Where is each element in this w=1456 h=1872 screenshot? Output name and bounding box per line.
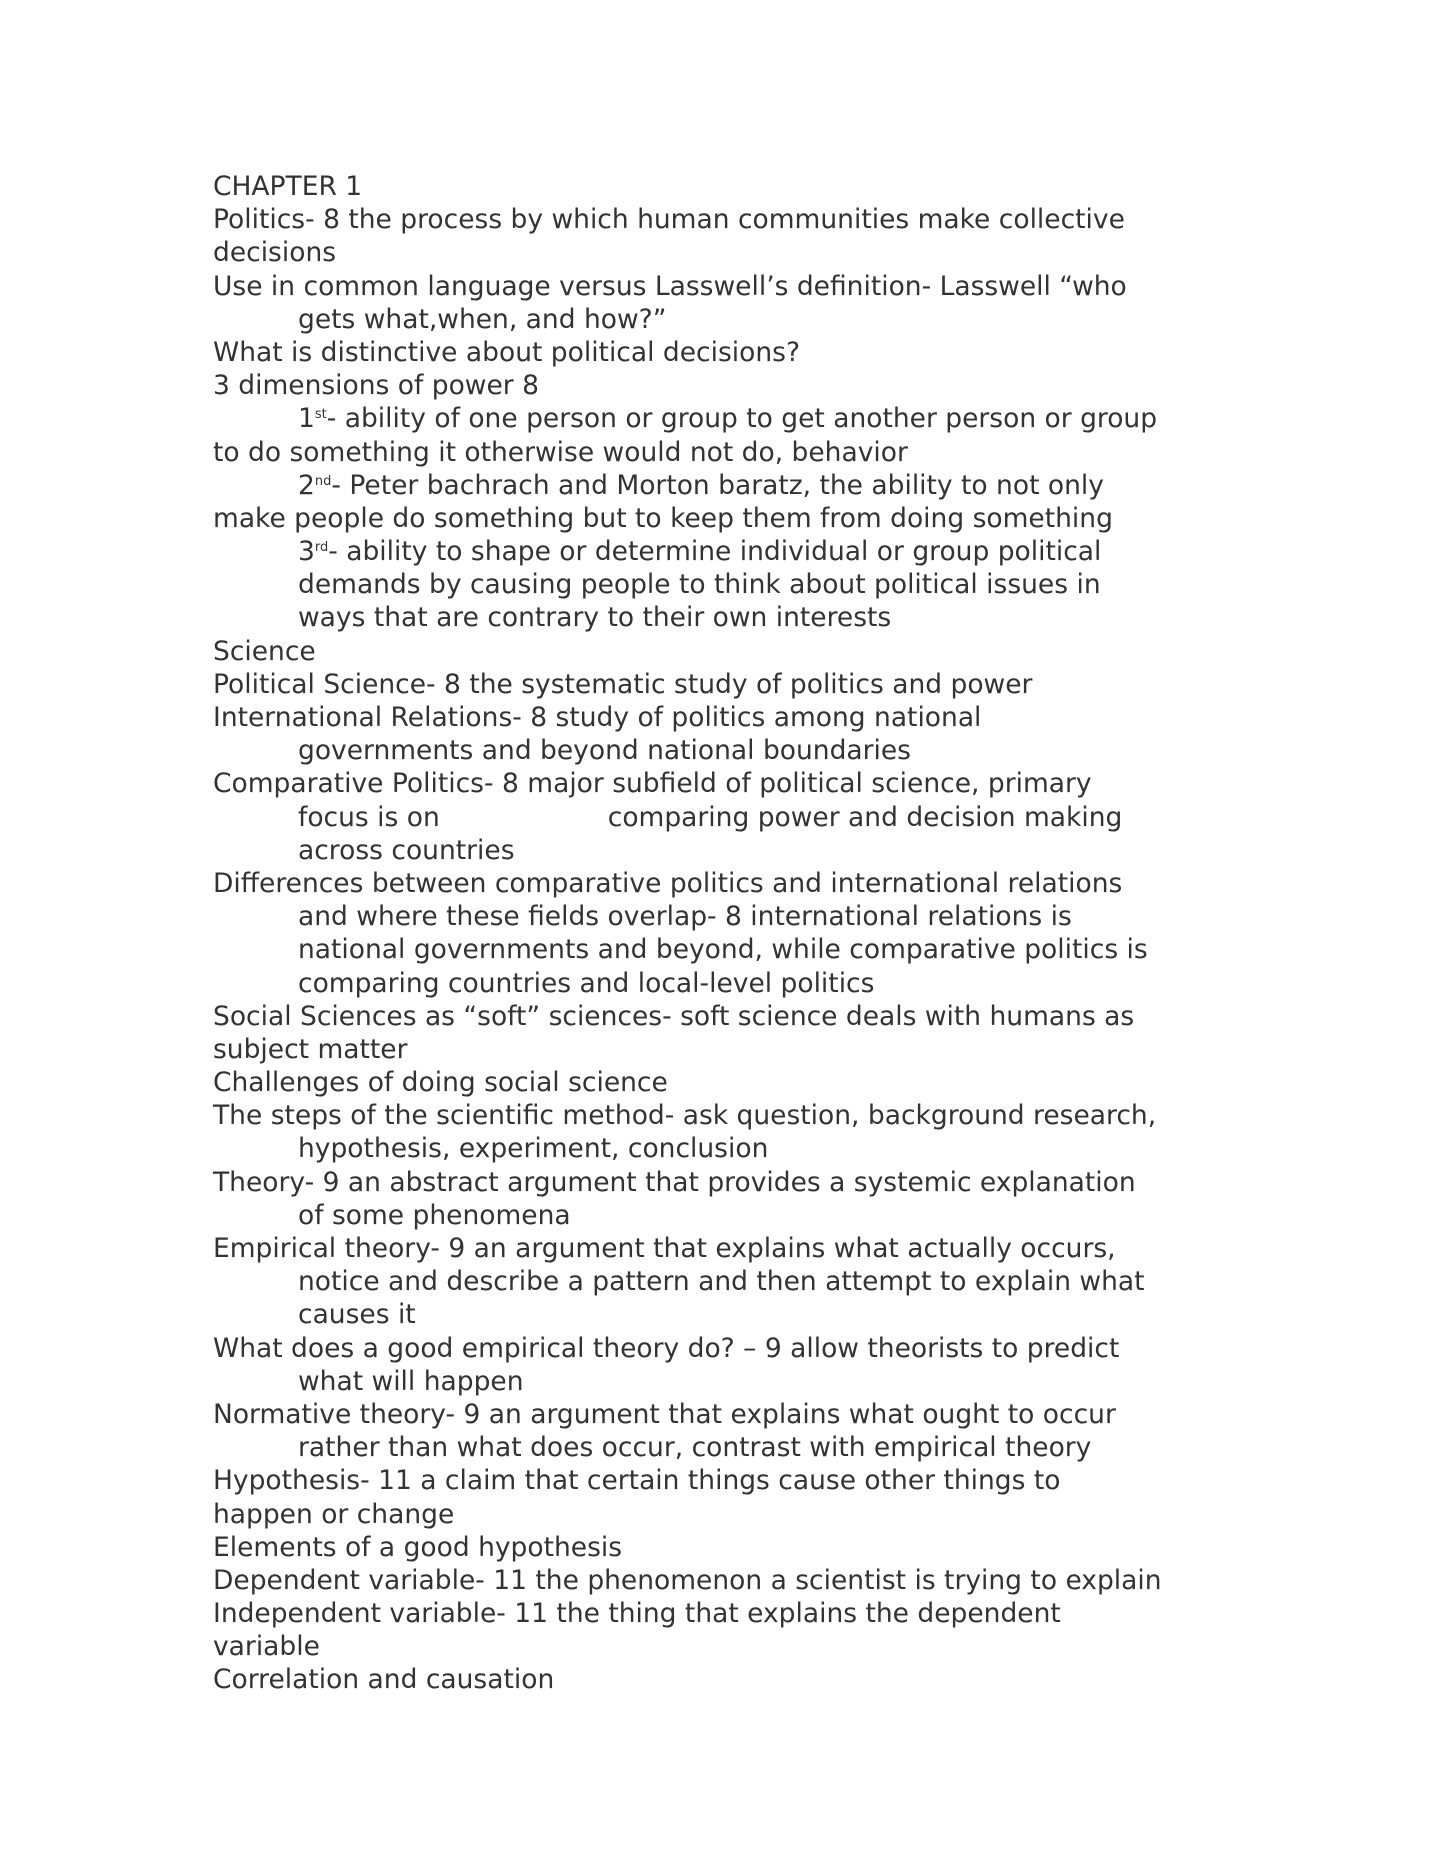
text-line: demands by causing people to think about political issues in: [298, 569, 1101, 601]
text-line: 3 dimensions of power 8: [213, 370, 539, 402]
text-line: Social Sciences as “soft” sciences- soft science deals with humans as: [213, 1000, 1135, 1032]
text-line: Political Science- 8 the systematic study of politics and power: [213, 668, 1033, 700]
text-line: Use in common language versus Lasswell’s definition- Lasswell “who: [213, 270, 1127, 302]
text-line: variable: [213, 1631, 320, 1663]
text-span: - ability of one person or group to get another person or group: [326, 403, 1158, 435]
ordinal-suffix: nd: [314, 473, 332, 489]
text-line: gets what,when, and how?”: [298, 303, 667, 335]
text-line: what will happen: [298, 1365, 524, 1397]
ordinal-suffix: st: [314, 407, 327, 423]
text-line: Challenges of doing social science: [213, 1067, 668, 1099]
text-line: Hypothesis- 11 a claim that certain things cause other things to: [213, 1465, 1061, 1497]
text-line: Dependent variable- 11 the phenomenon a scientist is trying to explain: [213, 1564, 1162, 1596]
text-line: across countries: [298, 834, 515, 866]
text-span: focus is on: [298, 801, 440, 833]
text-line: and where these fields overlap- 8 international relations is: [298, 901, 1072, 933]
chapter-heading: CHAPTER 1: [213, 171, 363, 202]
text-line: Normative theory- 9 an argument that explains what ought to occur: [213, 1398, 1116, 1430]
text-line: Empirical theory- 9 an argument that explains what actually occurs,: [213, 1233, 1116, 1264]
text-line: comparing countries and local-level politics: [298, 967, 875, 999]
text-line: ways that are contrary to their own interests: [298, 602, 892, 634]
text-line: notice and describe a pattern and then attempt to explain what: [298, 1266, 1145, 1298]
text-line: to do something it otherwise would not do, behavior: [213, 436, 908, 468]
text-line: causes it: [298, 1299, 416, 1331]
power-dimension-3: [213, 535, 1253, 568]
text-line: Theory- 9 an abstract argument that provides a systemic explanation: [213, 1166, 1136, 1198]
text-line: Politics- 8 the process by which human communities make collective: [213, 204, 1125, 236]
ordinal-number: 3: [298, 536, 315, 568]
ordinal-number: 2: [298, 469, 315, 501]
text-line: Independent variable- 11 the thing that explains the dependent: [213, 1598, 1061, 1630]
text-line: governments and beyond national boundaries: [298, 735, 911, 767]
text-line: What does a good empirical theory do? – 9 allow theorists to predict: [213, 1332, 1120, 1364]
power-dimension-1: [213, 402, 1253, 435]
text-line: Correlation and causation: [213, 1664, 555, 1696]
text-line: The steps of the scientific method- ask question, background research,: [213, 1100, 1157, 1132]
notes-body: [213, 170, 1253, 1697]
text-line: Science: [213, 635, 316, 667]
text-line: [213, 801, 1253, 834]
text-line: Elements of a good hypothesis: [213, 1531, 623, 1563]
text-line: decisions: [213, 237, 337, 269]
text-line: hypothesis, experiment, conclusion: [298, 1133, 769, 1165]
text-line: What is distinctive about political decisions?: [213, 336, 801, 368]
text-span: - ability to shape or determine individual or group political: [328, 536, 1102, 568]
text-span: comparing power and decision making: [607, 801, 1123, 833]
text-line: of some phenomena: [298, 1199, 571, 1231]
power-dimension-2: [213, 469, 1253, 502]
text-line: International Relations- 8 study of politics among national: [213, 702, 982, 733]
text-line: subject matter: [213, 1033, 408, 1065]
text-line: national governments and beyond, while comparative politics is: [298, 934, 1148, 966]
text-line: make people do something but to keep them from doing something: [213, 502, 1113, 534]
text-span: - Peter bachrach and Morton baratz, the ability to not only: [331, 469, 1104, 501]
text-line: Differences between comparative politics and international relations: [213, 867, 1123, 899]
text-line: Comparative Politics- 8 major subfield of political science, primary: [213, 768, 1092, 800]
ordinal-number: 1: [298, 403, 315, 435]
text-line: happen or change: [213, 1498, 455, 1530]
text-line: rather than what does occur, contrast with empirical theory: [298, 1432, 1092, 1464]
ordinal-suffix: rd: [314, 540, 329, 556]
